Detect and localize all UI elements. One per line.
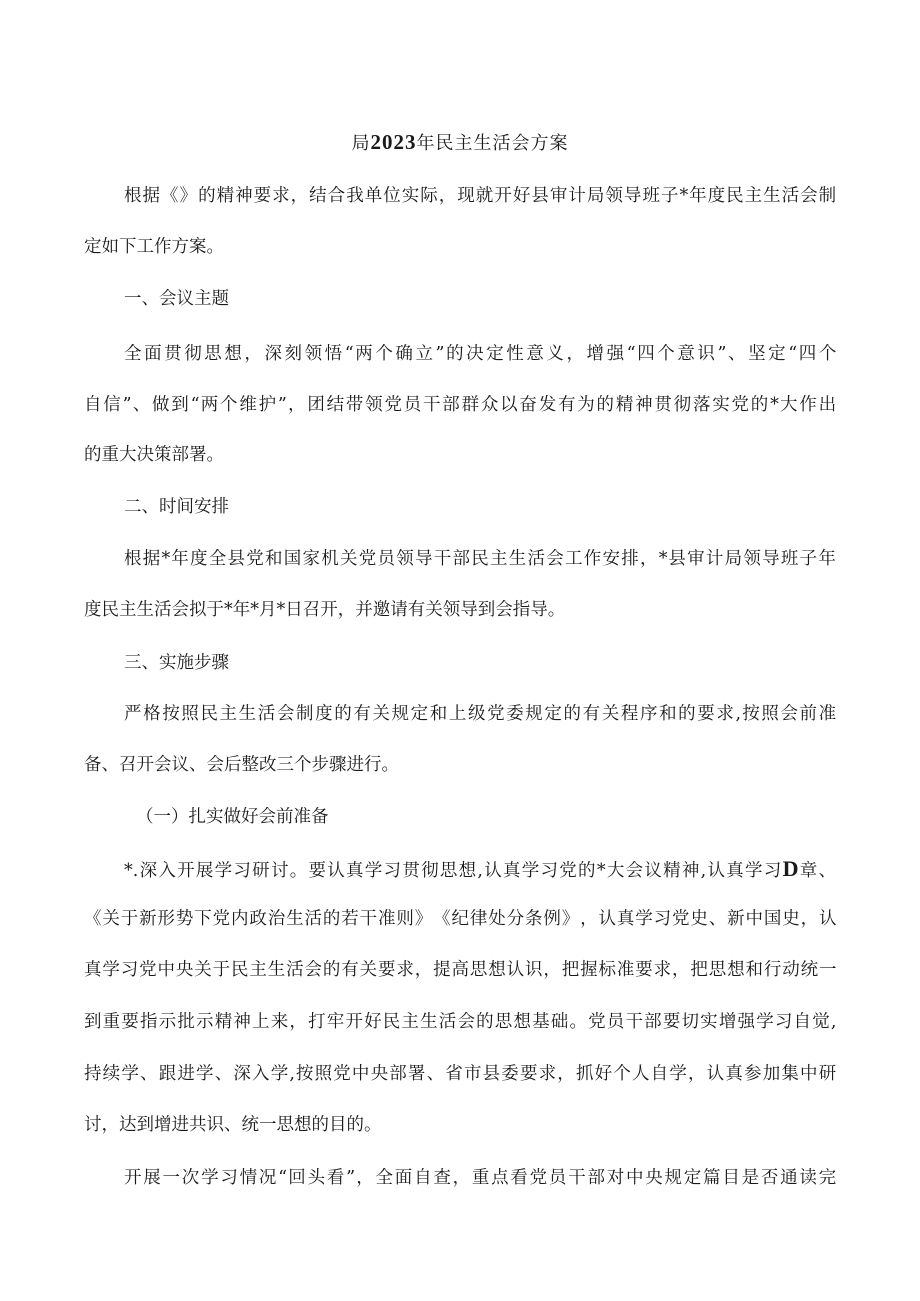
subsection-1-line-1-tail: 章、 — [798, 861, 836, 881]
party-d-glyph: D — [782, 856, 799, 881]
section-2-heading: 二、时间安排 — [124, 497, 229, 517]
title-year: 2023 — [370, 130, 417, 154]
page-title — [0, 128, 920, 158]
section-1-heading: 一、会议主题 — [124, 289, 229, 309]
subsection-1-line-5: 持 续 学 、 跟 进 学 、 深 入 学 , 按 照 党 中 央 部 署 、 省 市 县 委 要 求 ， 抓 好 个 人 自 学 ， 认 真 参 加 集 中 研 — [84, 1064, 836, 1084]
subsection-1-line-2: 《 关 于 新 形 势 下 党 内 政 治 生 活 的 若 干 准 则 》 《 纪 律 处 分 条 例 》 ， 认 真 学 习 党 史 、 新 中 国 史 ， 认 — [84, 909, 836, 929]
subsection-1-line-1 — [124, 855, 836, 885]
subsection-1-heading: （一）扎实做好会前准备 — [136, 807, 329, 827]
intro-line-1: 根 据 《 》 的 精 神 要 求 ， 结 合 我 单 位 实 际 ， 现 就 开 好 县 审 计 局 领 导 班 子 * 年 度 民 主 生 活 会 制 — [124, 186, 836, 206]
subsection-1-line-3: 真 学 习 党 中 央 关 于 民 主 生 活 会 的 有 关 要 求 ， 提 高 思 想 认 识 ， 把 握 标 准 要 求 ， 把 思 想 和 行 动 统 一 — [84, 960, 836, 980]
subsection-1-line-6: 讨，达到增进共识、统一思想的目的。 — [84, 1115, 382, 1135]
section-1-line-2: 自 信 ” 、 做 到 “ 两 个 维 护 ” ， 团 结 带 领 党 员 干 部 群 众 以 奋 发 有 为 的 精 神 贯 彻 落 实 党 的 * 大 作 出 — [84, 395, 836, 415]
section-1-line-1: 全 面 贯 彻 思 想 ， 深 刻 领 悟 “ 两 个 确 立 ” 的 决 定 性 意 义 ， 增 强 “ 四 个 意 识 ” 、 坚 定 “ 四 个 — [124, 344, 836, 364]
subsection-1-line-1-text: *.深入开展学习研讨。要认真学习贯彻思想,认真学习党的*大会议精神,认真学习 — [124, 861, 783, 881]
section-2-line-1: 根 据 * 年 度 全 县 党 和 国 家 机 关 党 员 领 导 干 部 民 主 生 活 会 工 作 安 排 ， * 县 审 计 局 领 导 班 子 年 — [124, 549, 836, 569]
title-prefix: 局 — [351, 133, 371, 154]
intro-line-2: 定如下工作方案。 — [84, 237, 224, 257]
review-line-1: 开 展 一 次 学 习 情 况 “ 回 头 看 ” ， 全 面 自 查 ， 重 点 看 党 员 干 部 对 中 央 规 定 篇 目 是 否 通 读 完 — [124, 1168, 836, 1188]
section-2-line-2: 度民主生活会拟于*年*月*日召开，并邀请有关领导到会指导。 — [84, 600, 566, 620]
section-3-line-2: 备、召开会议、会后整改三个步骤进行。 — [84, 755, 399, 775]
section-3-line-1: 严 格 按 照 民 主 生 活 会 制 度 的 有 关 规 定 和 上 级 党 委 规 定 的 有 关 程 序 和 的 要 求 , 按 照 会 前 准 — [124, 704, 836, 724]
section-1-line-3: 的重大决策部署。 — [84, 445, 224, 465]
subsection-1-line-4: 到 重 要 指 示 批 示 精 神 上 来 ， 打 牢 开 好 民 主 生 活 会 的 思 想 基 础 。 党 员 干 部 要 切 实 增 强 学 习 自 觉 , — [84, 1012, 836, 1032]
section-3-heading: 三、实施步骤 — [124, 653, 229, 673]
title-suffix: 年民主生活会方案 — [416, 133, 569, 154]
